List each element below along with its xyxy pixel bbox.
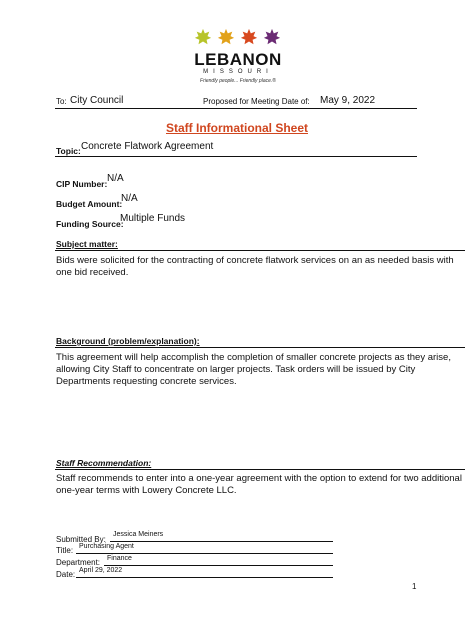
submitted-by-value: Jessica Meiners bbox=[113, 531, 164, 538]
to-label: To: bbox=[56, 97, 67, 106]
budget-value: N/A bbox=[121, 193, 138, 204]
subject-rule bbox=[55, 250, 465, 251]
lebanon-logo bbox=[190, 28, 286, 88]
date-rule bbox=[76, 577, 333, 578]
topic-rule bbox=[55, 156, 417, 157]
title-rule bbox=[76, 553, 333, 554]
logo-wordmark: LEBANON bbox=[194, 50, 282, 69]
funding-value: Multiple Funds bbox=[120, 213, 186, 224]
page-title: Staff Informational Sheet bbox=[165, 121, 308, 135]
background-rule bbox=[55, 347, 465, 348]
meeting-date-value: May 9, 2022 bbox=[320, 95, 376, 106]
submitted-by-label: Submitted By: bbox=[56, 535, 106, 544]
leaf-icon bbox=[194, 28, 212, 46]
recommendation-text: Staff recommends to enter into a one-year agreement with the option to extend for two additional one-year terms with Lowery Concrete LLC. bbox=[56, 473, 462, 496]
subject-text: Bids were solicited for the contracting of concrete flatwork services on an as needed basis with one bid received. bbox=[56, 255, 454, 278]
title-value: Purchasing Agent bbox=[79, 543, 134, 550]
cip-value: N/A bbox=[107, 173, 124, 184]
page-number: 1 bbox=[412, 582, 417, 591]
cip-label: CIP Number: bbox=[56, 179, 108, 189]
recommendation-label: Staff Recommendation: bbox=[56, 458, 152, 468]
background-label: Background (problem/explanation): bbox=[56, 336, 200, 346]
logo-state: MISSOURI bbox=[203, 69, 273, 75]
date-value: April 29, 2022 bbox=[79, 567, 123, 574]
funding-label: Funding Source: bbox=[56, 219, 124, 229]
title-label: Title: bbox=[56, 546, 74, 555]
meeting-date-label: Proposed for Meeting Date of: bbox=[203, 97, 310, 106]
date-label: Date: bbox=[56, 570, 76, 579]
topic-label: Topic: bbox=[56, 146, 81, 156]
header-rule bbox=[55, 108, 417, 109]
to-value: City Council bbox=[70, 95, 124, 106]
leaf-icon bbox=[240, 28, 258, 46]
subject-label: Subject matter: bbox=[56, 239, 118, 249]
logo-tagline: Friendly people... Friendly place.® bbox=[200, 78, 276, 84]
leaf-icon bbox=[217, 28, 235, 46]
submitted-by-rule bbox=[110, 541, 333, 542]
department-rule bbox=[104, 565, 333, 566]
background-text: This agreement will help accomplish the completion of smaller concrete projects as they arise, allowing City Staff to concentrate on larger projects. Task orders will be issued by City Departments requesting concrete services. bbox=[56, 352, 451, 387]
department-label: Department: bbox=[56, 558, 101, 567]
topic-value: Concrete Flatwork Agreement bbox=[81, 141, 214, 152]
leaf-icon bbox=[263, 28, 281, 46]
recommendation-rule bbox=[55, 469, 465, 470]
department-value: Finance bbox=[107, 555, 132, 562]
budget-label: Budget Amount: bbox=[56, 199, 123, 209]
